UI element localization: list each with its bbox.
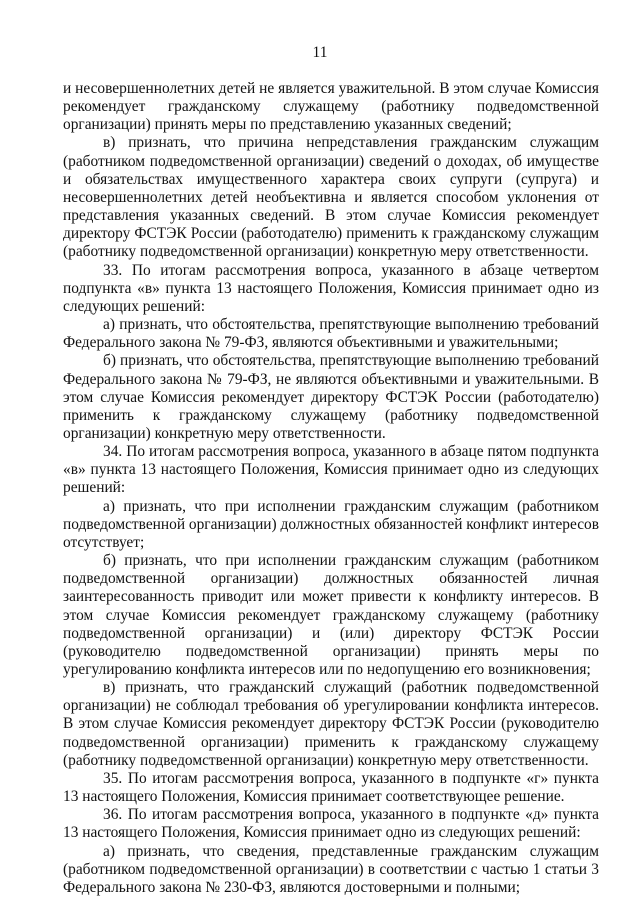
paragraph-36: 36. По итогам рассмотрения вопроса, указанного в подпункте «д» пункта 13 настоящего Положения, Комиссия принимает одно из следующих решений:: [63, 806, 599, 842]
paragraph-continuation: и несовершеннолетних детей не является уважительной. В этом случае Комиссия рекомендует гражданскому служащему (работнику подведомственной организации) принять меры по представлению указанных сведений;: [63, 80, 599, 134]
paragraph-36-a: а) признать, что сведения, представленные гражданским служащим (работником подведомственной организации) в соответствии с частью 1 статьи 3 Федерального закона № 230-ФЗ, являются достоверными и полными;: [63, 842, 599, 896]
paragraph-35: 35. По итогам рассмотрения вопроса, указанного в подпункте «г» пункта 13 настоящего Положения, Комиссия принимает соответствующее решение.: [63, 769, 599, 806]
paragraph-32-v: в) признать, что причина непредставления гражданским служащим (работником подведомственной организации) сведений о доходах, об имуществе и обязательствах имущественного характера своих супруги (супруга) и несовершеннолетних детей необъективна и является способом уклонения от представления указанных сведений. В этом случае Комиссия рекомендует директору ФСТЭК России (работодателю) применить к гражданскому служащим (работнику подведомственной организации) конкретную меру ответственности.: [63, 134, 599, 261]
document-body: [63, 80, 599, 897]
paragraph-34-a: а) признать, что при исполнении гражданским служащим (работником подведомственной организации) должностных обязанностей конфликт интересов отсутствует;: [63, 497, 600, 551]
paragraph-33-a: а) признать, что обстоятельства, препятствующие выполнению требований Федерального закона № 79-ФЗ, являются объективными и уважительными;: [63, 316, 599, 352]
page-number: 11: [312, 44, 328, 61]
paragraph-33-b: б) признать, что обстоятельства, препятствующие выполнению требований Федерального закона № 79-ФЗ, не являются объективными и уважительными. В этом случае Комиссия рекомендует директору ФСТЭК России (работодателю) применить к гражданскому служащему (работнику подведомственной организации) конкретную меру ответственности.: [63, 352, 599, 442]
paragraph-34: 34. По итогам рассмотрения вопроса, указанного в абзаце пятом подпункта «в» пункта 13 настоящего Положения, Комиссия принимает одно из следующих решений:: [63, 443, 599, 497]
paragraph-34-b: б) признать, что при исполнении гражданским служащим (работником подведомственной организации) должностных обязанностей личная заинтересованность приводит или может привести к конфликту интересов. В этом случае Комиссия рекомендует гражданскому служащему (работнику подведомственной организации) и (или) директору ФСТЭК России (руководителю подведомственной организации) принять меры по урегулированию конфликта интересов или по недопущению его возникновения;: [63, 552, 599, 678]
paragraph-34-v: в) признать, что гражданский служащий (работник подведомственной организации) не соблюдал требования об урегулировании конфликта интересов. В этом случае Комиссия рекомендует директору ФСТЭК России (руководителю подведомственной организации) применить к гражданскому служащему (работнику подведомственной организации) конкретную меру ответственности.: [63, 679, 599, 769]
paragraph-33: 33. По итогам рассмотрения вопроса, указанного в абзаце четвертом подпункта «в» пункта 13 настоящего Положения, Комиссия принимает одно из следующих решений:: [63, 261, 599, 315]
